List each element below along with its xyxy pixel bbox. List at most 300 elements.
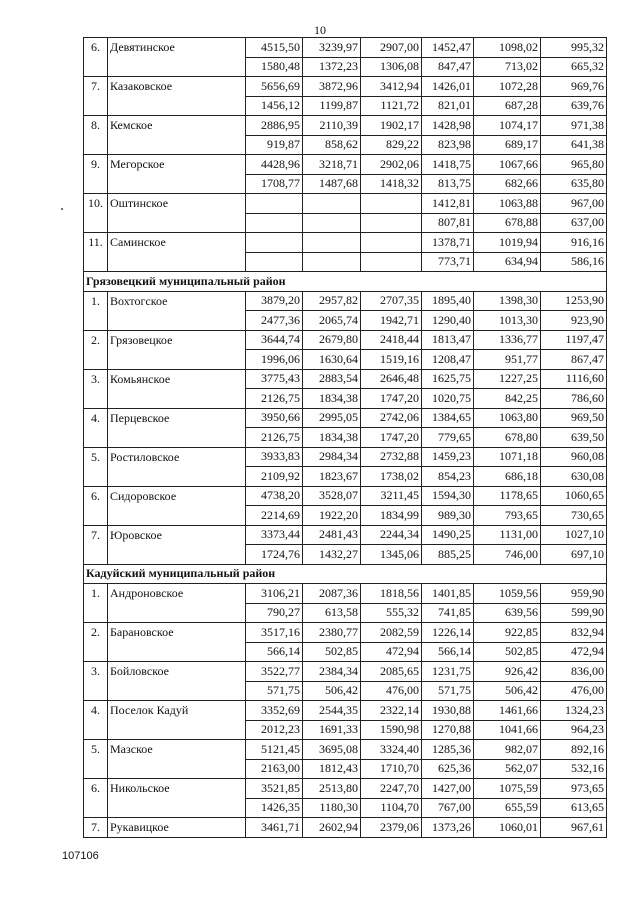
value-cell: 2602,94 — [303, 818, 361, 838]
value-cell: 807,81 — [422, 213, 474, 233]
value-cell — [361, 252, 422, 272]
settlement-name-empty — [108, 467, 246, 487]
value-cell: 823,98 — [422, 135, 474, 155]
table-row — [84, 311, 607, 331]
value-cell: 786,60 — [541, 389, 607, 409]
value-cell: 959,90 — [541, 584, 607, 604]
settlement-name-empty — [108, 96, 246, 116]
table-row — [84, 77, 607, 97]
value-cell: 506,42 — [303, 681, 361, 701]
value-cell — [303, 252, 361, 272]
row-number-empty — [84, 798, 108, 818]
value-cell: 1418,32 — [361, 174, 422, 194]
value-cell: 2544,35 — [303, 701, 361, 721]
section-title: Грязовецкий муниципальный район — [84, 272, 607, 292]
row-number: 5. — [84, 447, 108, 467]
settlement-name-empty — [108, 798, 246, 818]
value-cell: 1063,80 — [474, 408, 541, 428]
value-cell: 697,10 — [541, 545, 607, 565]
value-cell: 3775,43 — [246, 369, 303, 389]
value-cell — [303, 213, 361, 233]
settlement-name: Казаковское — [108, 77, 246, 97]
value-cell: 1426,01 — [422, 77, 474, 97]
value-cell: 3324,40 — [361, 740, 422, 760]
row-number-empty — [84, 506, 108, 526]
value-cell: 2214,69 — [246, 506, 303, 526]
value-cell: 1208,47 — [422, 350, 474, 370]
settlement-name-empty — [108, 135, 246, 155]
value-cell: 625,36 — [422, 759, 474, 779]
value-cell: 1427,00 — [422, 779, 474, 799]
value-cell: 858,62 — [303, 135, 361, 155]
value-cell: 532,16 — [541, 759, 607, 779]
row-number-empty — [84, 545, 108, 565]
settlement-name-empty — [108, 759, 246, 779]
table-row — [84, 545, 607, 565]
value-cell: 995,32 — [541, 38, 607, 58]
value-cell: 919,87 — [246, 135, 303, 155]
value-cell: 1373,26 — [422, 818, 474, 838]
value-cell: 678,80 — [474, 428, 541, 448]
value-cell: 1253,90 — [541, 291, 607, 311]
table-row — [84, 720, 607, 740]
value-cell: 1131,00 — [474, 525, 541, 545]
value-cell: 964,23 — [541, 720, 607, 740]
value-cell: 969,76 — [541, 77, 607, 97]
value-cell: 767,00 — [422, 798, 474, 818]
value-cell: 2085,65 — [361, 662, 422, 682]
value-cell: 2126,75 — [246, 428, 303, 448]
value-cell: 1121,72 — [361, 96, 422, 116]
row-number: 3. — [84, 369, 108, 389]
value-cell: 2477,36 — [246, 311, 303, 331]
value-cell: 1270,88 — [422, 720, 474, 740]
value-cell: 2109,92 — [246, 467, 303, 487]
value-cell: 2732,88 — [361, 447, 422, 467]
value-cell: 1071,18 — [474, 447, 541, 467]
settlement-name-empty — [108, 350, 246, 370]
settlement-name: Перцевское — [108, 408, 246, 428]
settlement-name-empty — [108, 681, 246, 701]
value-cell: 746,00 — [474, 545, 541, 565]
value-cell: 832,94 — [541, 623, 607, 643]
section-header-row — [84, 272, 607, 292]
settlement-name-empty — [108, 642, 246, 662]
table-row — [84, 447, 607, 467]
settlement-name: Рукавицкое — [108, 818, 246, 838]
value-cell: 1074,17 — [474, 116, 541, 136]
value-cell: 571,75 — [422, 681, 474, 701]
settlement-name-empty — [108, 506, 246, 526]
value-cell: 3239,97 — [303, 38, 361, 58]
table-row — [84, 681, 607, 701]
value-cell: 2082,59 — [361, 623, 422, 643]
value-cell: 1747,20 — [361, 389, 422, 409]
value-cell — [246, 213, 303, 233]
value-cell: 951,77 — [474, 350, 541, 370]
value-cell: 1059,56 — [474, 584, 541, 604]
value-cell: 916,16 — [541, 233, 607, 253]
value-cell: 678,88 — [474, 213, 541, 233]
value-cell: 1324,23 — [541, 701, 607, 721]
value-cell: 2957,82 — [303, 291, 361, 311]
value-cell: 637,00 — [541, 213, 607, 233]
value-cell: 586,16 — [541, 252, 607, 272]
value-cell: 2679,80 — [303, 330, 361, 350]
value-cell: 4515,50 — [246, 38, 303, 58]
value-cell: 923,90 — [541, 311, 607, 331]
row-number-empty — [84, 467, 108, 487]
value-cell: 2163,00 — [246, 759, 303, 779]
settlement-name: Поселок Кадуй — [108, 701, 246, 721]
value-cell: 2110,39 — [303, 116, 361, 136]
value-cell: 1818,56 — [361, 584, 422, 604]
value-cell: 2742,06 — [361, 408, 422, 428]
table-row — [84, 408, 607, 428]
value-cell — [246, 194, 303, 214]
settlement-name: Мегорское — [108, 155, 246, 175]
tariff-table — [83, 37, 607, 838]
row-number: 7. — [84, 818, 108, 838]
value-cell: 813,75 — [422, 174, 474, 194]
section-header-row — [84, 564, 607, 584]
value-cell: 1432,27 — [303, 545, 361, 565]
row-number: 9. — [84, 155, 108, 175]
row-number: 1. — [84, 291, 108, 311]
table-body — [84, 38, 607, 838]
value-cell: 1942,71 — [361, 311, 422, 331]
value-cell: 1041,66 — [474, 720, 541, 740]
value-cell: 1813,47 — [422, 330, 474, 350]
value-cell: 2418,44 — [361, 330, 422, 350]
table-row — [84, 135, 607, 155]
value-cell: 1747,20 — [361, 428, 422, 448]
value-cell: 2883,54 — [303, 369, 361, 389]
value-cell: 2380,77 — [303, 623, 361, 643]
value-cell: 3521,85 — [246, 779, 303, 799]
value-cell: 1691,33 — [303, 720, 361, 740]
value-cell: 3517,16 — [246, 623, 303, 643]
table-row — [84, 389, 607, 409]
value-cell: 3528,07 — [303, 486, 361, 506]
value-cell: 1345,06 — [361, 545, 422, 565]
value-cell — [303, 233, 361, 253]
value-cell: 2907,00 — [361, 38, 422, 58]
value-cell: 885,25 — [422, 545, 474, 565]
value-cell: 2065,74 — [303, 311, 361, 331]
value-cell: 3950,66 — [246, 408, 303, 428]
table-row — [84, 233, 607, 253]
row-number: 5. — [84, 740, 108, 760]
value-cell: 2379,06 — [361, 818, 422, 838]
value-cell: 967,61 — [541, 818, 607, 838]
table-row — [84, 57, 607, 77]
value-cell: 1336,77 — [474, 330, 541, 350]
scan-speck — [61, 208, 63, 210]
value-cell: 829,22 — [361, 135, 422, 155]
value-cell: 613,65 — [541, 798, 607, 818]
table-row — [84, 194, 607, 214]
value-cell: 1594,30 — [422, 486, 474, 506]
value-cell: 1418,75 — [422, 155, 474, 175]
table-row — [84, 818, 607, 838]
value-cell: 634,94 — [474, 252, 541, 272]
row-number-empty — [84, 389, 108, 409]
value-cell: 1590,98 — [361, 720, 422, 740]
value-cell: 1902,17 — [361, 116, 422, 136]
settlement-name-empty — [108, 720, 246, 740]
value-cell: 926,42 — [474, 662, 541, 682]
value-cell: 836,00 — [541, 662, 607, 682]
value-cell: 1812,43 — [303, 759, 361, 779]
row-number: 6. — [84, 38, 108, 58]
value-cell: 472,94 — [541, 642, 607, 662]
settlement-name-empty — [108, 545, 246, 565]
value-cell: 973,65 — [541, 779, 607, 799]
value-cell: 506,42 — [474, 681, 541, 701]
settlement-name: Мазское — [108, 740, 246, 760]
value-cell: 571,75 — [246, 681, 303, 701]
settlement-name: Ростиловское — [108, 447, 246, 467]
value-cell: 1020,75 — [422, 389, 474, 409]
settlement-name: Вохтогское — [108, 291, 246, 311]
value-cell: 1306,08 — [361, 57, 422, 77]
settlement-name-empty — [108, 311, 246, 331]
value-cell: 1724,76 — [246, 545, 303, 565]
settlement-name: Оштинское — [108, 194, 246, 214]
value-cell: 779,65 — [422, 428, 474, 448]
value-cell: 1227,25 — [474, 369, 541, 389]
value-cell: 1075,59 — [474, 779, 541, 799]
value-cell: 892,16 — [541, 740, 607, 760]
value-cell: 1384,65 — [422, 408, 474, 428]
value-cell: 922,85 — [474, 623, 541, 643]
section-title: Кадуйский муниципальный район — [84, 564, 607, 584]
value-cell: 1459,23 — [422, 447, 474, 467]
settlement-name: Андроновское — [108, 584, 246, 604]
row-number: 10. — [84, 194, 108, 214]
value-cell: 1401,85 — [422, 584, 474, 604]
table-row — [84, 525, 607, 545]
value-cell: 790,27 — [246, 603, 303, 623]
value-cell: 5656,69 — [246, 77, 303, 97]
value-cell: 476,00 — [541, 681, 607, 701]
row-number-empty — [84, 428, 108, 448]
table-row — [84, 213, 607, 233]
value-cell: 1013,30 — [474, 311, 541, 331]
value-cell: 5121,45 — [246, 740, 303, 760]
value-cell: 821,01 — [422, 96, 474, 116]
value-cell: 689,17 — [474, 135, 541, 155]
value-cell: 3695,08 — [303, 740, 361, 760]
value-cell: 3106,21 — [246, 584, 303, 604]
settlement-name: Грязовецкое — [108, 330, 246, 350]
value-cell: 2481,43 — [303, 525, 361, 545]
value-cell: 3879,20 — [246, 291, 303, 311]
value-cell: 3218,71 — [303, 155, 361, 175]
table-row — [84, 291, 607, 311]
value-cell: 1452,47 — [422, 38, 474, 58]
value-cell: 1412,81 — [422, 194, 474, 214]
value-cell: 2707,35 — [361, 291, 422, 311]
row-number-empty — [84, 252, 108, 272]
value-cell: 1710,70 — [361, 759, 422, 779]
value-cell: 2984,34 — [303, 447, 361, 467]
value-cell: 1708,77 — [246, 174, 303, 194]
value-cell: 4428,96 — [246, 155, 303, 175]
settlement-name-empty — [108, 57, 246, 77]
row-number: 6. — [84, 779, 108, 799]
row-number: 8. — [84, 116, 108, 136]
value-cell: 847,47 — [422, 57, 474, 77]
value-cell: 639,56 — [474, 603, 541, 623]
value-cell: 1197,47 — [541, 330, 607, 350]
value-cell: 773,71 — [422, 252, 474, 272]
value-cell: 2244,34 — [361, 525, 422, 545]
value-cell: 566,14 — [422, 642, 474, 662]
value-cell: 2886,95 — [246, 116, 303, 136]
value-cell: 2513,80 — [303, 779, 361, 799]
row-number: 11. — [84, 233, 108, 253]
value-cell: 3352,69 — [246, 701, 303, 721]
row-number-empty — [84, 174, 108, 194]
value-cell: 982,07 — [474, 740, 541, 760]
value-cell: 639,50 — [541, 428, 607, 448]
value-cell: 4738,20 — [246, 486, 303, 506]
table-row — [84, 155, 607, 175]
table-row — [84, 701, 607, 721]
table-row — [84, 642, 607, 662]
value-cell — [361, 194, 422, 214]
value-cell: 1072,28 — [474, 77, 541, 97]
row-number: 7. — [84, 77, 108, 97]
row-number-empty — [84, 603, 108, 623]
value-cell — [246, 252, 303, 272]
value-cell: 2902,06 — [361, 155, 422, 175]
value-cell: 1922,20 — [303, 506, 361, 526]
value-cell: 1060,65 — [541, 486, 607, 506]
value-cell: 1428,98 — [422, 116, 474, 136]
value-cell: 1426,35 — [246, 798, 303, 818]
value-cell: 971,38 — [541, 116, 607, 136]
table-row — [84, 486, 607, 506]
value-cell: 1580,48 — [246, 57, 303, 77]
value-cell: 793,65 — [474, 506, 541, 526]
table-row — [84, 96, 607, 116]
row-number: 4. — [84, 408, 108, 428]
table-row — [84, 662, 607, 682]
value-cell: 502,85 — [474, 642, 541, 662]
value-cell: 1519,16 — [361, 350, 422, 370]
value-cell: 1823,67 — [303, 467, 361, 487]
value-cell: 665,32 — [541, 57, 607, 77]
value-cell: 967,00 — [541, 194, 607, 214]
value-cell: 1178,65 — [474, 486, 541, 506]
value-cell: 1019,94 — [474, 233, 541, 253]
value-cell: 713,02 — [474, 57, 541, 77]
value-cell: 1895,40 — [422, 291, 474, 311]
value-cell: 599,90 — [541, 603, 607, 623]
table-row — [84, 603, 607, 623]
value-cell: 2126,75 — [246, 389, 303, 409]
value-cell: 1060,01 — [474, 818, 541, 838]
value-cell: 842,25 — [474, 389, 541, 409]
row-number-empty — [84, 720, 108, 740]
value-cell: 2247,70 — [361, 779, 422, 799]
table-row — [84, 369, 607, 389]
value-cell: 1625,75 — [422, 369, 474, 389]
value-cell: 639,76 — [541, 96, 607, 116]
value-cell: 3933,83 — [246, 447, 303, 467]
settlement-name-empty — [108, 213, 246, 233]
row-number-empty — [84, 759, 108, 779]
value-cell — [303, 194, 361, 214]
value-cell: 1487,68 — [303, 174, 361, 194]
value-cell: 1996,06 — [246, 350, 303, 370]
value-cell: 1456,12 — [246, 96, 303, 116]
value-cell: 3872,96 — [303, 77, 361, 97]
value-cell: 555,32 — [361, 603, 422, 623]
value-cell: 1834,38 — [303, 428, 361, 448]
value-cell: 965,80 — [541, 155, 607, 175]
table-row — [84, 584, 607, 604]
value-cell: 1630,64 — [303, 350, 361, 370]
value-cell: 3644,74 — [246, 330, 303, 350]
settlement-name-empty — [108, 603, 246, 623]
value-cell: 566,14 — [246, 642, 303, 662]
settlement-name-empty — [108, 252, 246, 272]
table-row — [84, 623, 607, 643]
table-row — [84, 506, 607, 526]
row-number: 2. — [84, 330, 108, 350]
settlement-name: Никольское — [108, 779, 246, 799]
value-cell: 2322,14 — [361, 701, 422, 721]
value-cell: 960,08 — [541, 447, 607, 467]
value-cell: 854,23 — [422, 467, 474, 487]
value-cell: 2995,05 — [303, 408, 361, 428]
value-cell: 969,50 — [541, 408, 607, 428]
value-cell: 686,18 — [474, 467, 541, 487]
settlement-name: Сидоровское — [108, 486, 246, 506]
document-code: 107106 — [62, 850, 99, 862]
value-cell: 1398,30 — [474, 291, 541, 311]
value-cell: 3373,44 — [246, 525, 303, 545]
value-cell: 502,85 — [303, 642, 361, 662]
value-cell: 1063,88 — [474, 194, 541, 214]
table-row — [84, 38, 607, 58]
value-cell: 687,28 — [474, 96, 541, 116]
value-cell: 1199,87 — [303, 96, 361, 116]
settlement-name-empty — [108, 428, 246, 448]
value-cell: 2384,34 — [303, 662, 361, 682]
page-number: 10 — [314, 23, 326, 37]
value-cell: 2012,23 — [246, 720, 303, 740]
settlement-name-empty — [108, 174, 246, 194]
value-cell: 635,80 — [541, 174, 607, 194]
settlement-name: Бойловское — [108, 662, 246, 682]
value-cell: 1290,40 — [422, 311, 474, 331]
value-cell: 630,08 — [541, 467, 607, 487]
settlement-name: Комьянское — [108, 369, 246, 389]
value-cell: 562,07 — [474, 759, 541, 779]
value-cell: 1930,88 — [422, 701, 474, 721]
value-cell: 1027,10 — [541, 525, 607, 545]
table-row — [84, 116, 607, 136]
row-number: 1. — [84, 584, 108, 604]
value-cell: 2087,36 — [303, 584, 361, 604]
row-number-empty — [84, 681, 108, 701]
value-cell: 655,59 — [474, 798, 541, 818]
